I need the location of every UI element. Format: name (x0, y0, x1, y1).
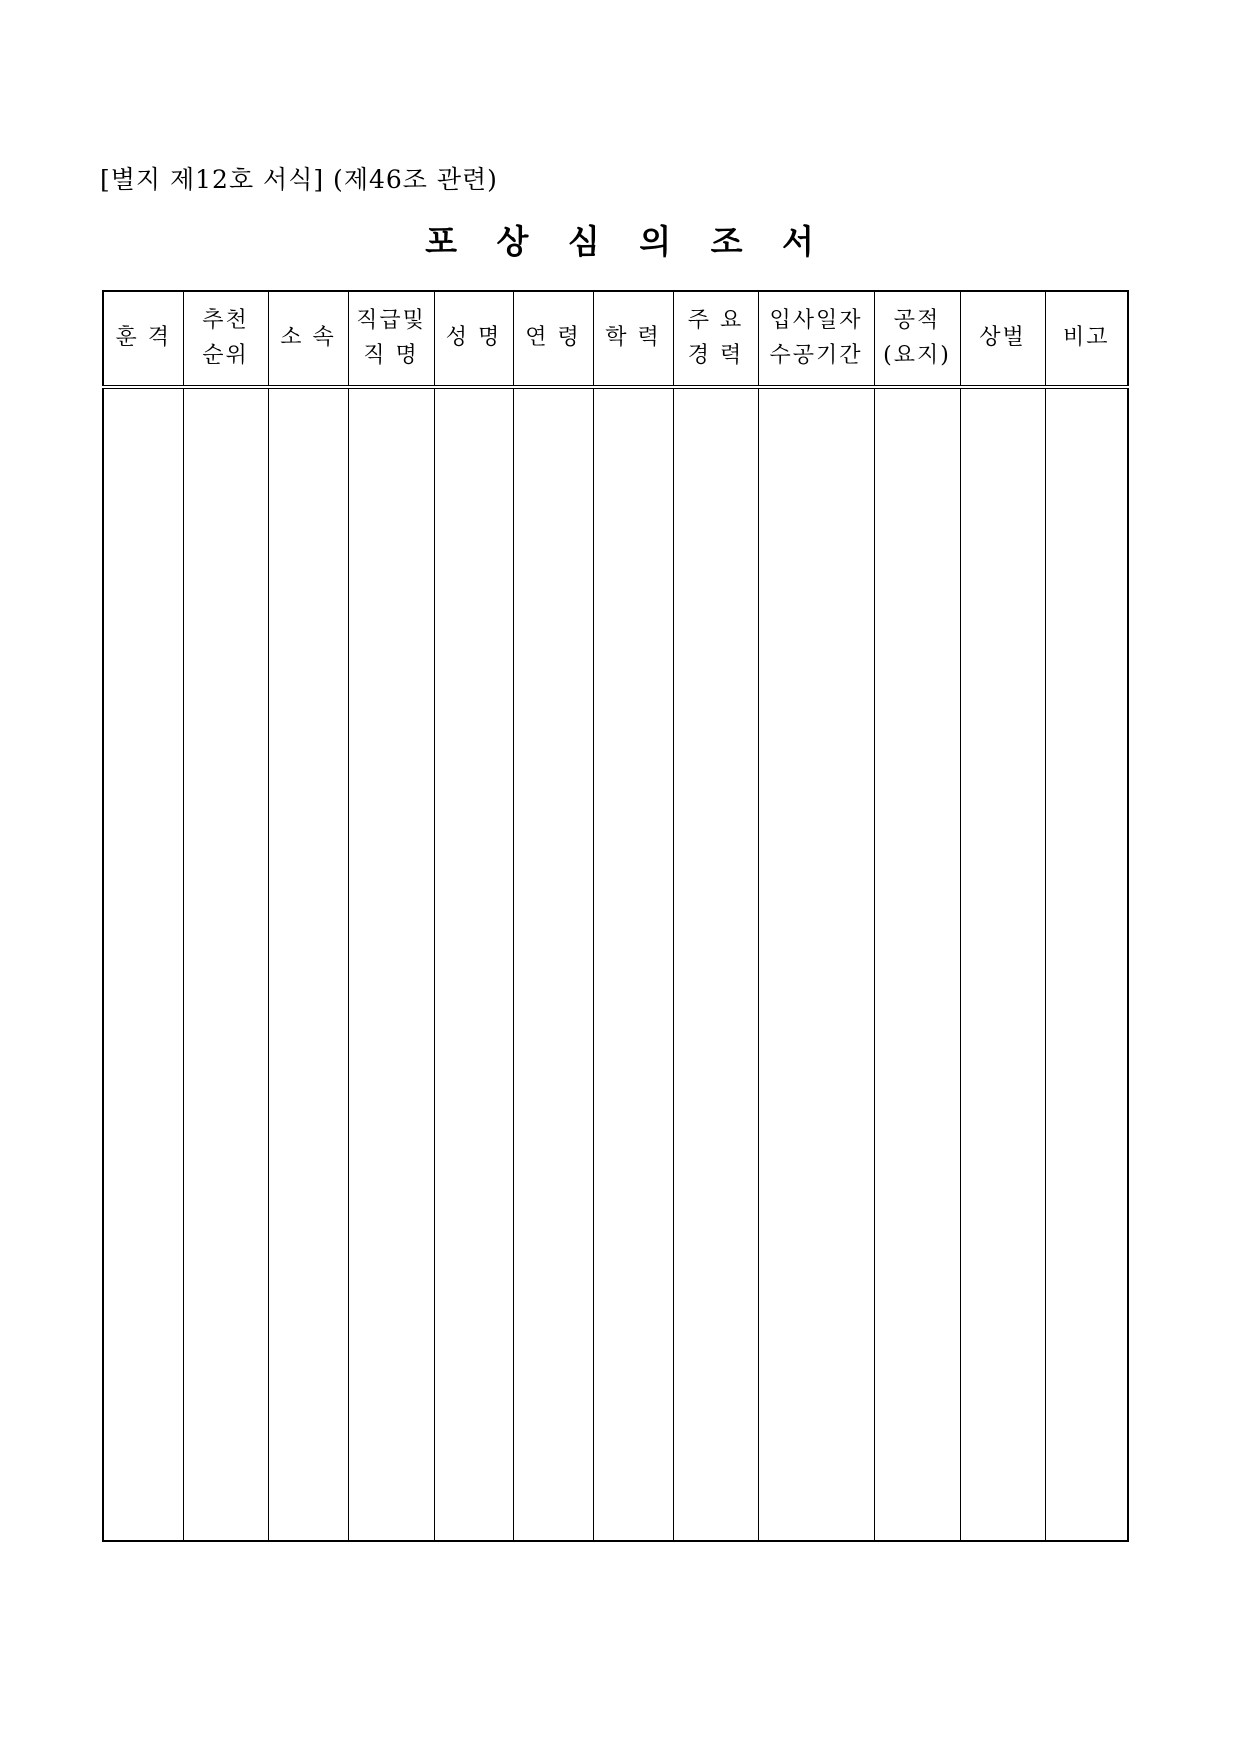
document-title: 포 상 심 의 조 서 (425, 222, 828, 261)
table-cell[interactable] (673, 387, 758, 1541)
col-header-rank-and-title (348, 291, 434, 387)
col-header-label: 상벌 (979, 325, 1026, 351)
col-header-label: 성 명 (445, 325, 502, 351)
award-review-table (102, 290, 1129, 1542)
col-header-label: (요지) (883, 342, 951, 368)
table-cell[interactable] (348, 387, 434, 1541)
table-cell[interactable] (513, 387, 593, 1541)
col-header-hire-date (758, 291, 874, 387)
col-header-label: 연 령 (525, 325, 581, 351)
col-header-label: 직급및 (356, 308, 426, 334)
table-cell[interactable] (874, 387, 960, 1541)
col-header-label: 경 력 (687, 342, 744, 368)
col-header-label: 주 요 (687, 308, 744, 334)
col-header-merit-summary (874, 291, 960, 387)
table-body-row (103, 387, 1128, 1541)
form-number-label: [별지 제12호 서식] (제46조 관련) (100, 165, 498, 194)
table-cell[interactable] (593, 387, 673, 1541)
table-cell[interactable] (268, 387, 348, 1541)
col-header-recommendation-rank (183, 291, 268, 387)
table-cell[interactable] (758, 387, 874, 1541)
table-cell[interactable] (1045, 387, 1128, 1541)
col-header-rewards-penalties (960, 291, 1045, 387)
col-header-main-career (673, 291, 758, 387)
col-header-label: 입사일자 (769, 308, 863, 334)
col-header-label: 수공기간 (769, 342, 863, 368)
col-header-name (434, 291, 513, 387)
col-header-education (593, 291, 673, 387)
col-header-label: 순위 (202, 342, 249, 368)
col-header-affiliation (268, 291, 348, 387)
table-cell[interactable] (960, 387, 1045, 1541)
col-header-label: 공적 (893, 308, 941, 334)
col-header-label: 학 력 (605, 325, 661, 351)
col-header-label: 소 속 (280, 325, 336, 351)
col-header-award-grade (103, 291, 183, 387)
table-cell[interactable] (183, 387, 268, 1541)
col-header-label: 비고 (1062, 325, 1110, 351)
table-cell[interactable] (103, 387, 183, 1541)
table-header-row (103, 291, 1128, 387)
col-header-label: 훈 격 (115, 325, 171, 351)
col-header-label: 직 명 (363, 342, 419, 368)
col-header-label: 추천 (202, 308, 249, 334)
table-cell[interactable] (434, 387, 513, 1541)
col-header-remarks (1045, 291, 1128, 387)
col-header-age (513, 291, 593, 387)
